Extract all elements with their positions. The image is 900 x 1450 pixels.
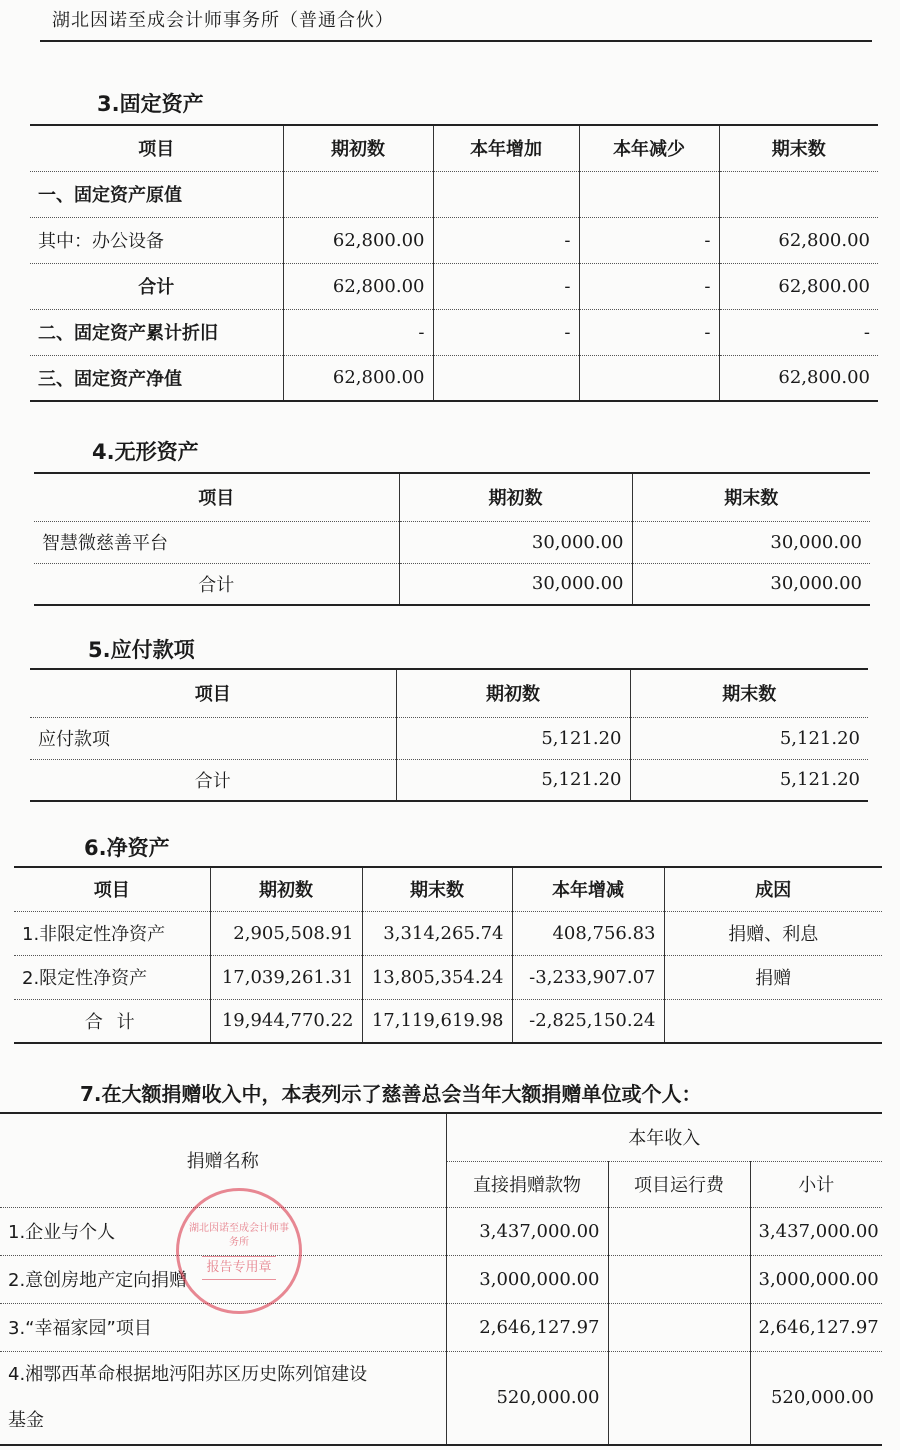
cell: - (579, 263, 719, 309)
cell: 捐赠 (664, 955, 882, 999)
table-row (30, 759, 868, 801)
cell: 62,800.00 (719, 355, 878, 401)
cell: 2,646,127.97 (446, 1303, 608, 1351)
col-header: 项目 (14, 867, 210, 911)
section-title-intangible-assets: 4.无形资产 (92, 440, 199, 464)
col-header: 期末数 (719, 125, 878, 171)
cell: - (433, 263, 579, 309)
col-header: 小计 (750, 1161, 882, 1207)
payables-table (30, 668, 868, 802)
row-label (0, 1351, 446, 1445)
cell: 5,121.20 (630, 759, 868, 801)
table-row (0, 1255, 882, 1303)
table-row (30, 355, 878, 401)
cell (608, 1255, 750, 1303)
col-header: 本年增加 (433, 125, 579, 171)
intangible-assets-table (34, 472, 870, 606)
cell: - (579, 217, 719, 263)
cell: 5,121.20 (396, 759, 630, 801)
row-label: 1.企业与个人 (0, 1207, 446, 1255)
cell: 62,800.00 (719, 263, 878, 309)
col-header: 直接捐赠款物 (446, 1161, 608, 1207)
cell: 13,805,354.24 (362, 955, 512, 999)
cell (433, 355, 579, 401)
row-label: 其中：办公设备 (30, 217, 283, 263)
table-row (34, 521, 870, 563)
header-rule (40, 40, 872, 42)
row-label: 合计 (30, 759, 396, 801)
table-row (14, 911, 882, 955)
section-title-fixed-assets: 3.固定资产 (97, 92, 204, 116)
row-label-line2: 基金 (8, 1409, 44, 1431)
row-label-line1: 4.湘鄂西革命根据地沔阳苏区历史陈列馆建设 (8, 1363, 368, 1385)
cell (608, 1207, 750, 1255)
cell: 17,119,619.98 (362, 999, 512, 1043)
donations-table (0, 1112, 882, 1446)
cell: 17,039,261.31 (210, 955, 362, 999)
firm-header: 湖北因诺至成会计师事务所（普通合伙） (52, 10, 394, 31)
table-row (0, 1303, 882, 1351)
cell: 30,000.00 (632, 521, 870, 563)
cell: 30,000.00 (632, 563, 870, 605)
cell: 520,000.00 (750, 1351, 882, 1445)
row-label: 应付款项 (30, 717, 396, 759)
table-row (30, 217, 878, 263)
cell (608, 1303, 750, 1351)
col-header: 期末数 (632, 473, 870, 521)
col-header: 项目运行费 (608, 1161, 750, 1207)
cell: 30,000.00 (399, 521, 632, 563)
col-header: 期初数 (283, 125, 433, 171)
row-label: 一、固定资产原值 (30, 171, 283, 217)
official-seal-stamp (176, 1188, 302, 1314)
row-label: 3.“幸福家园”项目 (0, 1303, 446, 1351)
cell: 3,437,000.00 (750, 1207, 882, 1255)
cell: -3,233,907.07 (512, 955, 664, 999)
cell: 5,121.20 (396, 717, 630, 759)
cell: 2,646,127.97 (750, 1303, 882, 1351)
cell: 62,800.00 (283, 263, 433, 309)
cell: 19,944,770.22 (210, 999, 362, 1043)
cell: 捐赠、利息 (664, 911, 882, 955)
fixed-assets-table (30, 124, 878, 402)
stamp-subtext: 报告专用章 (202, 1256, 275, 1280)
table-row (30, 309, 878, 355)
cell: 3,437,000.00 (446, 1207, 608, 1255)
col-header: 期末数 (362, 867, 512, 911)
cell: 408,756.83 (512, 911, 664, 955)
col-header: 项目 (34, 473, 399, 521)
section-title-donations: 7.在大额捐赠收入中，本表列示了慈善总会当年大额捐赠单位或个人： (80, 1082, 702, 1106)
cell: - (719, 309, 878, 355)
table-row (30, 717, 868, 759)
row-label: 1.非限定性净资产 (14, 911, 210, 955)
row-label: 智慧微慈善平台 (34, 521, 399, 563)
table-row (0, 1351, 882, 1445)
stamp-text: 湖北因诺至成会计师事务所 (189, 1222, 289, 1248)
col-header: 期初数 (210, 867, 362, 911)
cell: 62,800.00 (283, 355, 433, 401)
cell: - (433, 309, 579, 355)
cell: 30,000.00 (399, 563, 632, 605)
cell: -2,825,150.24 (512, 999, 664, 1043)
cell: 3,000,000.00 (446, 1255, 608, 1303)
row-label: 合 计 (14, 999, 210, 1043)
col-header: 项目 (30, 125, 283, 171)
cell (433, 171, 579, 217)
table-row (0, 1207, 882, 1255)
cell: 62,800.00 (283, 217, 433, 263)
cell (608, 1351, 750, 1445)
section-title-net-assets: 6.净资产 (84, 836, 170, 860)
cell: - (283, 309, 433, 355)
col-header: 本年减少 (579, 125, 719, 171)
row-label: 合计 (30, 263, 283, 309)
row-label: 二、固定资产累计折旧 (30, 309, 283, 355)
cell (283, 171, 433, 217)
col-header: 本年增减 (512, 867, 664, 911)
section-title-payables: 5.应付款项 (88, 638, 195, 662)
cell: 5,121.20 (630, 717, 868, 759)
cell: 3,000,000.00 (750, 1255, 882, 1303)
cell: 2,905,508.91 (210, 911, 362, 955)
cell: 520,000.00 (446, 1351, 608, 1445)
row-label: 2.意创房地产定向捐赠 (0, 1255, 446, 1303)
cell: - (579, 309, 719, 355)
table-row (14, 999, 882, 1043)
cell: 62,800.00 (719, 217, 878, 263)
cell (579, 355, 719, 401)
cell: - (433, 217, 579, 263)
col-header: 期初数 (396, 669, 630, 717)
table-row (30, 171, 878, 217)
col-header: 期末数 (630, 669, 868, 717)
cell: 3,314,265.74 (362, 911, 512, 955)
table-row (30, 263, 878, 309)
row-label: 2.限定性净资产 (14, 955, 210, 999)
table-row (34, 563, 870, 605)
col-header: 成因 (664, 867, 882, 911)
cell (579, 171, 719, 217)
row-label: 合计 (34, 563, 399, 605)
row-label: 三、固定资产净值 (30, 355, 283, 401)
cell (719, 171, 878, 217)
col-header: 项目 (30, 669, 396, 717)
col-group-header: 本年收入 (446, 1113, 882, 1161)
col-header: 捐赠名称 (0, 1113, 446, 1207)
cell (664, 999, 882, 1043)
net-assets-table (14, 866, 882, 1044)
table-row (14, 955, 882, 999)
col-header: 期初数 (399, 473, 632, 521)
